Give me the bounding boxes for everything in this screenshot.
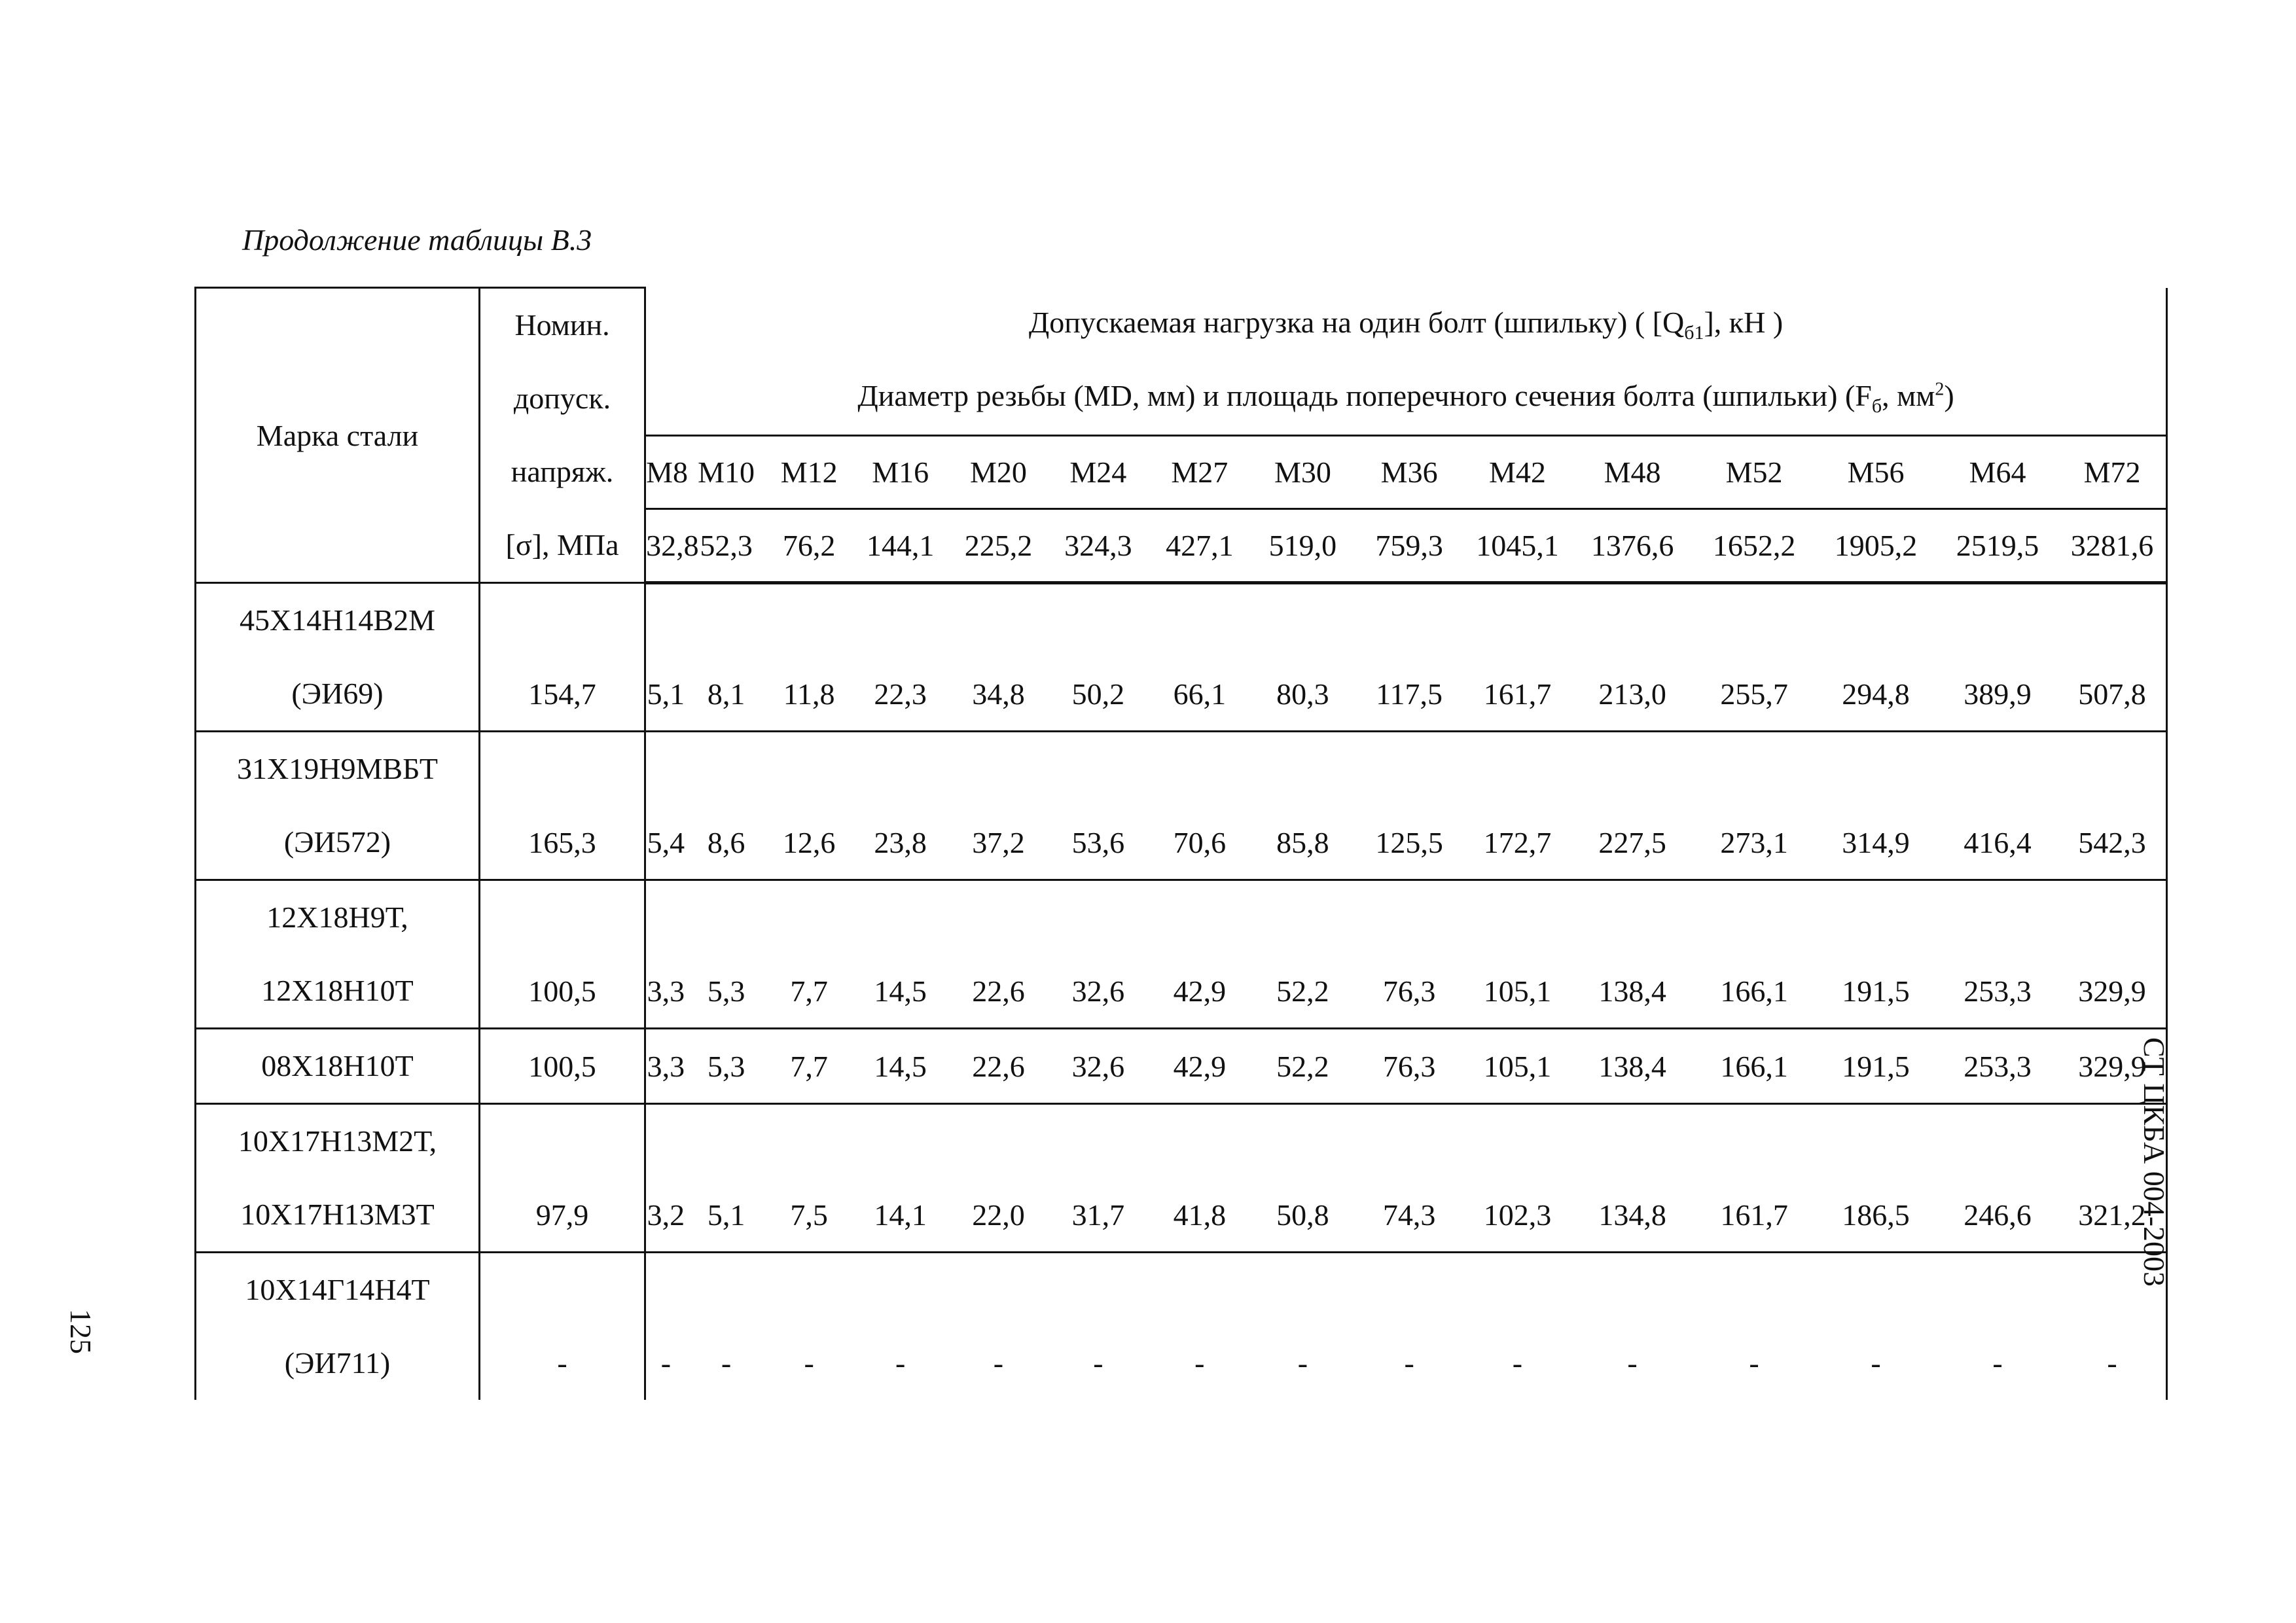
value-cell: 161,7 — [1693, 1178, 1815, 1253]
value-cell: 166,1 — [1693, 1029, 1815, 1104]
stress-cell: - — [479, 1326, 645, 1400]
size-cell: M8 — [645, 435, 686, 509]
value-cell: 227,5 — [1571, 806, 1693, 880]
value-cell: 7,7 — [767, 954, 852, 1029]
value-cell: 32,6 — [1047, 954, 1149, 1029]
steel-grade-line: 10Х17Н13М3Т — [240, 1198, 435, 1231]
value-cell: 52,2 — [1250, 1029, 1355, 1104]
area-cell: 225,2 — [950, 509, 1048, 583]
stress-line-4: [σ], МПа — [505, 528, 619, 562]
size-cell: M10 — [686, 435, 767, 509]
document-code: СТ ЦКБА 004-2003 — [2138, 1037, 2171, 1287]
value-cell: 255,7 — [1693, 657, 1815, 732]
value-cell: 273,1 — [1693, 806, 1815, 880]
size-cell: M27 — [1149, 435, 1250, 509]
stress-cell: 165,3 — [479, 806, 645, 880]
table-row — [196, 954, 2167, 1029]
value-cell: 5,1 — [645, 657, 686, 732]
area-cell: 324,3 — [1047, 509, 1149, 583]
header-stress — [479, 288, 645, 583]
area-cell: 1045,1 — [1463, 509, 1571, 583]
value-cell: 80,3 — [1250, 657, 1355, 732]
value-cell: 7,5 — [767, 1178, 852, 1253]
area-cell: 519,0 — [1250, 509, 1355, 583]
area-cell: 759,3 — [1355, 509, 1463, 583]
value-cell: 31,7 — [1047, 1178, 1149, 1253]
stress-cell-blank — [479, 1104, 645, 1179]
table-row — [196, 1326, 2167, 1400]
steel-grade-line: 08Х18Н10Т — [261, 1049, 414, 1082]
value-cell: 105,1 — [1463, 1029, 1571, 1104]
area-cell: 2519,5 — [1937, 509, 2058, 583]
value-cell: - — [721, 1346, 732, 1380]
value-cell: 542,3 — [2058, 806, 2166, 880]
steel-grade-line: (ЭИ572) — [283, 825, 391, 859]
value-cell: 416,4 — [1937, 806, 2058, 880]
value-cell: 191,5 — [1815, 1029, 1937, 1104]
value-cell: 117,5 — [1355, 657, 1463, 732]
table-row — [196, 732, 2167, 806]
value-cell: 50,2 — [1047, 657, 1149, 732]
size-cell: M20 — [950, 435, 1048, 509]
value-cell: 314,9 — [1815, 806, 1937, 880]
stress-cell-blank — [479, 1253, 645, 1327]
value-cell: - — [1194, 1346, 1205, 1380]
size-cell: M36 — [1355, 435, 1463, 509]
value-cell: 253,3 — [1937, 1029, 2058, 1104]
value-cell: - — [1992, 1346, 2003, 1380]
value-cell: 5,4 — [645, 806, 686, 880]
area-cell: 144,1 — [852, 509, 950, 583]
values-blank — [645, 880, 2167, 955]
value-cell: 161,7 — [1463, 657, 1571, 732]
value-cell: 74,3 — [1355, 1178, 1463, 1253]
value-cell: - — [1512, 1346, 1523, 1380]
stress-line-2: допуск. — [513, 382, 611, 415]
stress-cell: 97,9 — [479, 1178, 645, 1253]
steel-grade-cell — [196, 1029, 480, 1104]
values-blank — [645, 1104, 2167, 1179]
area-cell: 52,3 — [686, 509, 767, 583]
size-cell: M16 — [852, 435, 950, 509]
steel-grade-cell — [196, 732, 480, 880]
value-cell: - — [1404, 1346, 1414, 1380]
value-cell: 42,9 — [1149, 1029, 1250, 1104]
area-cell: 1905,2 — [1815, 509, 1937, 583]
value-cell: 12,6 — [767, 806, 852, 880]
value-cell: - — [993, 1346, 1004, 1380]
value-cell: 22,6 — [950, 1029, 1048, 1104]
value-cell: 52,2 — [1250, 954, 1355, 1029]
value-cell: 32,6 — [1047, 1029, 1149, 1104]
area-cell: 427,1 — [1149, 509, 1250, 583]
table-caption: Продолжение таблицы В.3 — [242, 223, 592, 257]
header-steel-grade: Марка стали — [196, 288, 480, 583]
steel-grade-cell — [196, 1253, 480, 1400]
value-cell: 172,7 — [1463, 806, 1571, 880]
table-row — [196, 1253, 2167, 1327]
stress-cell-blank — [479, 732, 645, 806]
value-cell: 166,1 — [1693, 954, 1815, 1029]
steel-grade-line: 10Х14Г14Н4Т — [245, 1273, 430, 1306]
area-cell: 32,8 — [645, 509, 686, 583]
stress-line-3: напряж. — [511, 455, 614, 488]
value-cell: 134,8 — [1571, 1178, 1693, 1253]
value-cell: 53,6 — [1047, 806, 1149, 880]
steel-grade-cell — [196, 1104, 480, 1253]
size-cell: M48 — [1571, 435, 1693, 509]
value-cell: - — [1297, 1346, 1308, 1380]
values-blank — [645, 583, 2167, 658]
value-cell: 22,0 — [950, 1178, 1048, 1253]
value-cell: 34,8 — [950, 657, 1048, 732]
value-cell: - — [1871, 1346, 1881, 1380]
value-cell: 3,2 — [645, 1178, 686, 1253]
area-cell: 76,2 — [767, 509, 852, 583]
steel-grade-cell — [196, 583, 480, 732]
value-cell: 7,7 — [767, 1029, 852, 1104]
table-row — [196, 806, 2167, 880]
value-cell: - — [2058, 1326, 2166, 1400]
value-cell: - — [1627, 1346, 1638, 1380]
size-cell: M64 — [1937, 435, 2058, 509]
value-cell: 321,2 — [2058, 1178, 2166, 1253]
steel-grade-cell — [196, 880, 480, 1029]
value-cell: 138,4 — [1571, 1029, 1693, 1104]
steel-grade-line: (ЭИ711) — [284, 1346, 391, 1380]
value-cell: 191,5 — [1815, 954, 1937, 1029]
stress-cell: 100,5 — [479, 1029, 645, 1104]
size-cell: M42 — [1463, 435, 1571, 509]
value-cell: 125,5 — [1355, 806, 1463, 880]
size-cell: M72 — [2058, 435, 2166, 509]
size-cell: M52 — [1693, 435, 1815, 509]
value-cell: 213,0 — [1571, 657, 1693, 732]
stress-line-1: Номин. — [514, 308, 610, 342]
value-cell: 329,9 — [2058, 1029, 2166, 1104]
value-cell: 85,8 — [1250, 806, 1355, 880]
page-number: 125 — [64, 1309, 98, 1354]
value-cell: 70,6 — [1149, 806, 1250, 880]
value-cell: 253,3 — [1937, 954, 2058, 1029]
table-row — [196, 657, 2167, 732]
value-cell: - — [804, 1346, 814, 1380]
value-cell: 22,6 — [950, 954, 1048, 1029]
steel-grade-line: 12Х18Н10Т — [261, 974, 414, 1007]
value-cell: 5,3 — [686, 954, 767, 1029]
value-cell: 5,1 — [686, 1178, 767, 1253]
value-cell: - — [895, 1346, 906, 1380]
value-cell: 14,1 — [852, 1178, 950, 1253]
value-cell: - — [1749, 1346, 1759, 1380]
size-cell: M30 — [1250, 435, 1355, 509]
table-row — [196, 583, 2167, 658]
values-blank — [645, 1253, 2167, 1327]
header-diameter-title: Диаметр резьбы (MD, мм) и площадь поперечного сечения болта (шпильки) ($F_б$, $мм^2$) — [645, 361, 2167, 435]
size-cell: M24 — [1047, 435, 1149, 509]
value-cell: 50,8 — [1250, 1178, 1355, 1253]
stress-cell: 100,5 — [479, 954, 645, 1029]
size-cell: M56 — [1815, 435, 1937, 509]
value-cell: 14,5 — [852, 954, 950, 1029]
value-cell: 11,8 — [767, 657, 852, 732]
steel-grade-line: 10Х17Н13М2Т, — [238, 1124, 437, 1158]
value-cell: 8,1 — [686, 657, 767, 732]
area-cell: 1652,2 — [1693, 509, 1815, 583]
value-cell: 8,6 — [686, 806, 767, 880]
steel-grade-line: 12Х18Н9Т, — [266, 901, 408, 934]
value-cell: 246,6 — [1937, 1178, 2058, 1253]
value-cell: 294,8 — [1815, 657, 1937, 732]
value-cell: 41,8 — [1149, 1178, 1250, 1253]
value-cell: 507,8 — [2058, 657, 2166, 732]
value-cell: 329,9 — [2058, 954, 2166, 1029]
table-row — [196, 1029, 2167, 1104]
value-cell: 14,5 — [852, 1029, 950, 1104]
stress-cell-blank — [479, 583, 645, 658]
value-cell: 389,9 — [1937, 657, 2058, 732]
value-cell: 22,3 — [852, 657, 950, 732]
value-cell: 23,8 — [852, 806, 950, 880]
table-row — [196, 880, 2167, 955]
value-cell: 42,9 — [1149, 954, 1250, 1029]
value-cell: 102,3 — [1463, 1178, 1571, 1253]
value-cell: 105,1 — [1463, 954, 1571, 1029]
value-cell: 76,3 — [1355, 1029, 1463, 1104]
value-cell: 66,1 — [1149, 657, 1250, 732]
steel-grade-line: 31Х19Н9МВБТ — [237, 752, 438, 785]
value-cell: - — [1093, 1346, 1103, 1380]
stress-cell: 154,7 — [479, 657, 645, 732]
table-row — [196, 1104, 2167, 1179]
value-cell: - — [645, 1326, 686, 1400]
size-cell: M12 — [767, 435, 852, 509]
value-cell: 3,3 — [645, 954, 686, 1029]
table-row — [196, 1178, 2167, 1253]
stress-cell-blank — [479, 880, 645, 955]
steel-grade-line: 45Х14Н14В2М — [239, 603, 435, 637]
area-cell: 3281,6 — [2058, 509, 2166, 583]
value-cell: 186,5 — [1815, 1178, 1937, 1253]
value-cell: 5,3 — [686, 1029, 767, 1104]
value-cell: 3,3 — [645, 1029, 686, 1104]
steel-grade-line: (ЭИ69) — [291, 677, 384, 710]
values-blank — [645, 732, 2167, 806]
value-cell: 138,4 — [1571, 954, 1693, 1029]
value-cell: 76,3 — [1355, 954, 1463, 1029]
area-cell: 1376,6 — [1571, 509, 1693, 583]
value-cell: 37,2 — [950, 806, 1048, 880]
load-table — [194, 287, 2168, 1400]
header-load-title: Допускаемая нагрузка на один болт (шпильку) ( $[Q_{б1}]$, кН ) — [645, 288, 2167, 362]
